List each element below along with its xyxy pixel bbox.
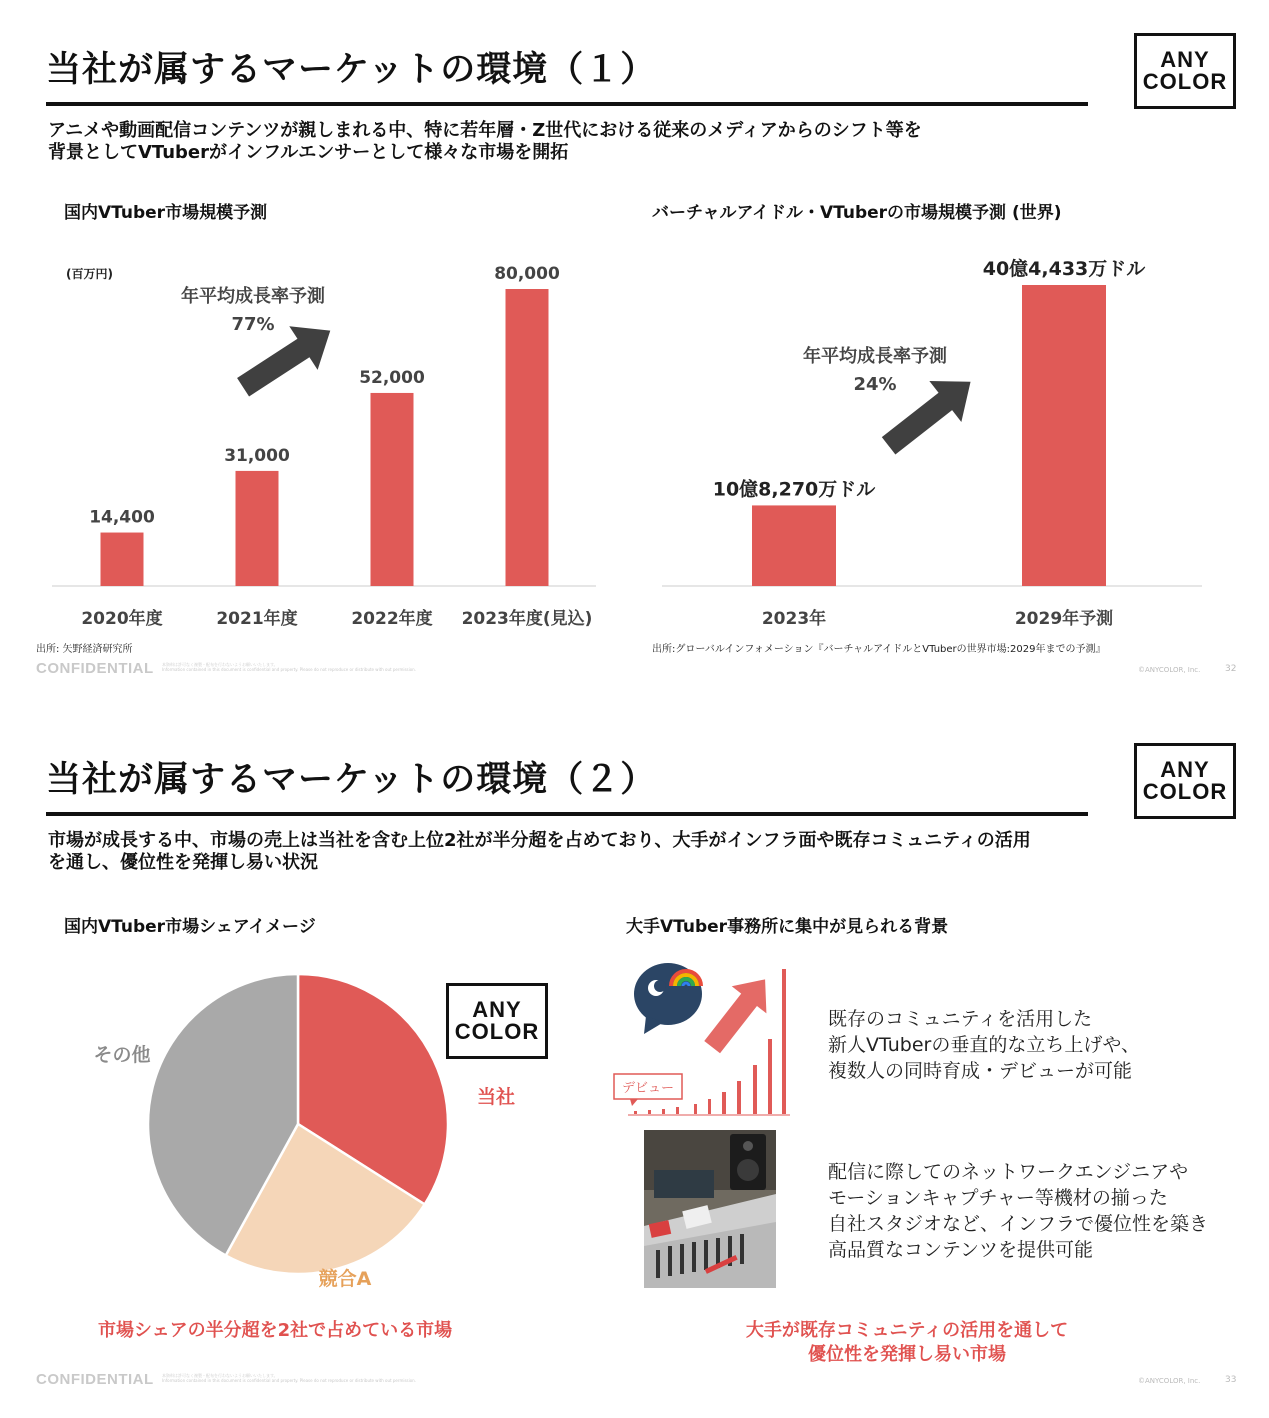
desc1-line-3: 複数人の同時育成・デビューが可能 bbox=[828, 1060, 1133, 1082]
category-label-1: 2029年予測 bbox=[1014, 609, 1114, 629]
confidential-note bbox=[162, 1373, 416, 1383]
category-label-0: 2023年 bbox=[761, 609, 827, 629]
community-growth-illustration bbox=[610, 954, 800, 1119]
value-label-1: 40億4,433万ドル bbox=[982, 258, 1146, 280]
source-left: 出所: 矢野経済研究所 bbox=[36, 644, 133, 655]
value-label-1: 31,000 bbox=[224, 445, 290, 466]
copyright: ©ANYCOLOR, Inc. bbox=[1138, 666, 1201, 674]
global-chart-title: バーチャルアイドル・VTuberの市場規模予測 (世界) bbox=[652, 203, 1062, 223]
pie-label-company: 当社 bbox=[476, 1086, 516, 1108]
pie-label-competitor: 競合A bbox=[318, 1268, 372, 1290]
confidential-label: CONFIDENTIAL bbox=[36, 660, 154, 677]
confidential-note-jp: 本資料は許可なく複製・配布を行わないようお願いいたします。 bbox=[162, 1373, 278, 1378]
right-conclusion bbox=[712, 1319, 1102, 1367]
slide-title: 当社が属するマーケットの環境（２） bbox=[46, 760, 657, 800]
category-label-3: 2023年度(見込) bbox=[461, 609, 593, 629]
lead-text bbox=[48, 120, 922, 164]
global-market-bar-chart bbox=[650, 240, 1210, 640]
confidential-note-en: Information contained in this document is confidential and property. Please do not reproduce or distribute with out permission. bbox=[162, 1378, 416, 1383]
bar-0 bbox=[101, 533, 144, 586]
lead-text bbox=[48, 830, 1031, 874]
left-conclusion: 市場シェアの半分超を2社で占めている市場 bbox=[98, 1320, 453, 1341]
desc2-line-4: 高品質なコンテンツを提供可能 bbox=[828, 1239, 1094, 1261]
value-label-3: 80,000 bbox=[494, 264, 560, 284]
anycolor-logo-pie bbox=[446, 983, 548, 1059]
domestic-market-bar-chart bbox=[40, 250, 620, 640]
category-label-1: 2021年度 bbox=[216, 609, 298, 629]
lead-line-1: アニメや動画配信コンテンツが親しまれる中、特に若年層・Z世代における従来のメディアからのシフト等を bbox=[48, 120, 922, 141]
copyright: ©ANYCOLOR, Inc. bbox=[1138, 1377, 1201, 1385]
source-right: 出所:グローバルインフォメーション『バーチャルアイドルとVTuberの世界市場:2029年までの予測』 bbox=[652, 644, 1106, 655]
category-label-2: 2022年度 bbox=[351, 609, 433, 629]
title-rule bbox=[46, 102, 1088, 106]
growth-rate: 24% bbox=[853, 374, 897, 395]
pie-label-other: その他 bbox=[93, 1044, 151, 1066]
value-label-0: 14,400 bbox=[89, 507, 155, 528]
confidential-note-jp: 本資料は許可なく複製・配布を行わないようお願いいたします。 bbox=[162, 662, 278, 667]
logo-line-1: ANY bbox=[1160, 757, 1210, 782]
monitor-icon bbox=[654, 1170, 714, 1198]
right-conclusion-line-1: 大手が既存コミュニティの活用を通して bbox=[745, 1320, 1069, 1341]
logo-line-1: ANY bbox=[472, 997, 522, 1022]
growth-label: 年平均成長率予測 bbox=[803, 346, 947, 367]
anycolor-logo bbox=[1134, 743, 1236, 819]
value-label-2: 52,000 bbox=[359, 367, 425, 388]
desc2-line-1: 配信に際してのネットワークエンジニアや bbox=[828, 1161, 1189, 1183]
domestic-chart-title: 国内VTuber市場規模予測 bbox=[64, 203, 268, 223]
lead-line-1: 市場が成長する中、市場の売上は当社を含む上位2社が半分超を占めており、大手がインフラ面や既存コミュニティの活用 bbox=[48, 830, 1031, 851]
page-number: 32 bbox=[1225, 664, 1237, 674]
desc1-line-2: 新人VTuberの垂直的な立ち上げや、 bbox=[828, 1034, 1140, 1056]
growth-label: 年平均成長率予測 bbox=[181, 286, 325, 307]
title-rule bbox=[46, 812, 1088, 816]
confidential-note bbox=[162, 662, 416, 672]
desc2-line-2: モーションキャプチャー等機材の揃った bbox=[828, 1187, 1168, 1209]
debut-tag bbox=[614, 1074, 682, 1106]
studio-equipment-photo bbox=[644, 1130, 776, 1288]
rainbow-icon bbox=[671, 971, 701, 986]
lead-line-2: 背景としてVTuberがインフルエンサーとして様々な市場を開拓 bbox=[48, 142, 569, 163]
confidential-note-en: Information contained in this document is confidential and property. Please do not reproduce or distribute with out permission. bbox=[162, 667, 416, 672]
growth-rate: 77% bbox=[231, 314, 275, 335]
desc2-line-3: 自社スタジオなど、インフラで優位性を築き bbox=[828, 1213, 1209, 1235]
page-number: 33 bbox=[1225, 1375, 1237, 1385]
bar-2 bbox=[371, 393, 414, 586]
share-chart-title: 国内VTuber市場シェアイメージ bbox=[64, 917, 316, 937]
bar-0 bbox=[752, 505, 836, 586]
category-label-0: 2020年度 bbox=[81, 609, 163, 629]
value-label-0: 10億8,270万ドル bbox=[712, 478, 876, 501]
bar-1 bbox=[236, 471, 279, 586]
logo-line-1: ANY bbox=[1160, 47, 1210, 72]
community-description bbox=[828, 1006, 1140, 1084]
logo-line-2: COLOR bbox=[1142, 69, 1228, 94]
desc1-line-1: 既存のコミュニティを活用した bbox=[828, 1008, 1093, 1030]
debut-label: デビュー bbox=[621, 1081, 675, 1096]
slide-33 bbox=[0, 709, 1269, 1418]
logo-line-2: COLOR bbox=[1142, 779, 1228, 804]
bar-1 bbox=[1022, 285, 1106, 586]
bar-3 bbox=[506, 289, 549, 586]
right-conclusion-line-2: 優位性を発揮し易い市場 bbox=[808, 1344, 1006, 1365]
confidential-label: CONFIDENTIAL bbox=[36, 1371, 154, 1388]
logo-line-2: COLOR bbox=[454, 1019, 540, 1044]
lead-line-2: を通し、優位性を発揮し易い状況 bbox=[48, 852, 318, 873]
infrastructure-description bbox=[828, 1159, 1208, 1263]
slide-title: 当社が属するマーケットの環境（１） bbox=[46, 50, 657, 90]
background-title: 大手VTuber事務所に集中が見られる背景 bbox=[626, 917, 949, 937]
anycolor-logo bbox=[1134, 33, 1236, 109]
y-unit-label: (百万円) bbox=[66, 267, 113, 281]
